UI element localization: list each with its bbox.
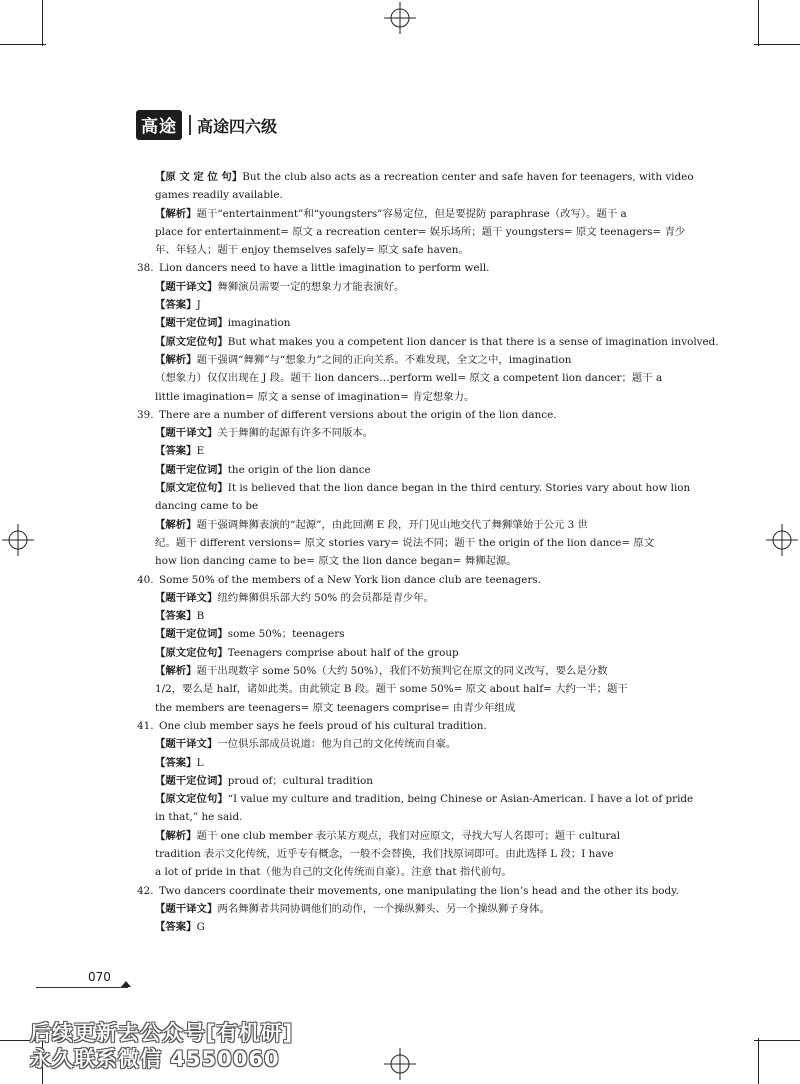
analysis-text-cont: little imagination= 原文 a sense of imagination= 肯定想象力。 bbox=[155, 390, 475, 403]
intro-block bbox=[137, 168, 694, 259]
keyword-text: proud of；cultural tradition bbox=[227, 774, 373, 787]
keyword-text: some 50%；teenagers bbox=[227, 628, 345, 641]
analysis-text: 题干出现数字 some 50%（大约 50%），我们不妨预判它在原文的同义改写，要么是分数 bbox=[196, 665, 608, 678]
translation-tag: 【题干译文】 bbox=[155, 591, 218, 604]
analysis-text-cont: place for entertainment= 原文 a recreation center= 娱乐场所；题干 youngsters= 原文 teenagers= 青少 bbox=[155, 225, 686, 238]
page-number: 070 bbox=[88, 970, 111, 984]
analysis-text-cont: 1/2，要么是 half，诸如此类。由此锁定 B 段。题干 some 50%= 原文 about half= 大约一半；题干 bbox=[155, 683, 628, 696]
keyword-text: imagination bbox=[227, 317, 291, 330]
crop-mark-bottom-right-h bbox=[754, 1040, 800, 1041]
series-title: 高途四六级 bbox=[197, 116, 278, 136]
analysis-text: 题干“entertainment”和“youngsters”容易定位，但是要提防 paraphrase（改写）。题干 a bbox=[196, 207, 627, 220]
original-location-tag: 【原文定位句】 bbox=[155, 482, 228, 495]
analysis-text: 题干 one club member 表示某方观点，我们对应原文，寻找大写人名即可；题干 cultural bbox=[196, 829, 621, 842]
keyword-tag: 【题干定位词】 bbox=[155, 774, 228, 787]
crop-mark-top-left-h bbox=[0, 44, 46, 45]
question-item bbox=[137, 882, 679, 937]
original-location-tag: 【原文定位句】 bbox=[155, 335, 228, 348]
crop-mark-top-right-v bbox=[758, 0, 759, 46]
analysis-tag: 【解析】 bbox=[155, 518, 197, 531]
translation-text: 两名舞狮者共同协调他们的动作，一个操纵狮头、另一个操纵狮子身体。 bbox=[217, 902, 550, 915]
analysis-text-cont: tradition 表示文化传统，近乎专有概念，一般不会替换，我们找原词即可。由此选择 L 段；I have bbox=[155, 847, 614, 860]
analysis-text-cont: 年、年轻人；题干 enjoy themselves safely= 原文 safe haven。 bbox=[155, 244, 469, 257]
translation-tag: 【题干译文】 bbox=[155, 280, 218, 293]
answer-value: E bbox=[196, 445, 205, 458]
answer-value: J bbox=[196, 299, 201, 312]
question-item bbox=[137, 406, 691, 571]
question-item bbox=[137, 259, 719, 405]
crop-mark-top-right-h bbox=[754, 44, 800, 45]
translation-tag: 【题干译文】 bbox=[155, 427, 218, 440]
question-item bbox=[137, 571, 669, 717]
keyword-text: the origin of the lion dance bbox=[227, 463, 371, 476]
analysis-text-cont: （想象力）仅仅出现在 J 段。题干 lion dancers…perform well= 原文 a competent lion dancer；题干 a bbox=[155, 372, 663, 385]
answer-tag: 【答案】 bbox=[155, 921, 197, 934]
page-header bbox=[136, 110, 277, 140]
original-location-tag: 【原 文 定 位 句】 bbox=[155, 171, 243, 183]
registration-mark-right bbox=[766, 524, 798, 556]
translation-text: 纽约舞狮俱乐部大约 50% 的会员都是青少年。 bbox=[217, 591, 435, 604]
question-number: 39. bbox=[137, 408, 154, 421]
original-location-tag: 【原文定位句】 bbox=[155, 646, 228, 659]
watermark-line-1: 后续更新去公众号[有机研] bbox=[30, 1021, 294, 1045]
analysis-text-cont: the members are teenagers= 原文 teenagers comprise= 由青少年组成 bbox=[155, 701, 516, 714]
footer-triangle-icon bbox=[121, 981, 131, 987]
registration-mark-left bbox=[2, 524, 34, 556]
crop-mark-top-left-v bbox=[42, 0, 43, 46]
answer-tag: 【答案】 bbox=[155, 445, 197, 458]
analysis-text-cont: how lion dancing came to be= 原文 the lion dance began= 舞狮起源。 bbox=[155, 555, 517, 568]
analysis-tag: 【解析】 bbox=[155, 665, 197, 678]
answer-tag: 【答案】 bbox=[155, 610, 197, 623]
original-location-text: “I value my culture and tradition, being Chinese or Asian-American. I have a lot of pride bbox=[227, 793, 694, 806]
analysis-tag: 【解析】 bbox=[155, 353, 197, 366]
answer-analysis-body bbox=[137, 168, 719, 936]
question-number: 40. bbox=[137, 573, 154, 586]
analysis-text-cont: a lot of pride in that（他为自己的文化传统而自豪）。注意 that 指代前句。 bbox=[155, 866, 512, 879]
analysis-text: 题干强调舞狮表演的“起源”，由此回溯 E 段，开门见山地交代了舞狮肇始于公元 3 世 bbox=[196, 518, 588, 531]
keyword-tag: 【题干定位词】 bbox=[155, 463, 228, 476]
translation-tag: 【题干译文】 bbox=[155, 902, 218, 915]
original-location-tag: 【原文定位句】 bbox=[155, 793, 228, 806]
analysis-tag: 【解析】 bbox=[155, 207, 197, 220]
analysis-text-cont: 纪。题干 different versions= 原文 stories vary= 说法不同；题干 the origin of the lion dance= 原文 bbox=[155, 536, 655, 549]
question-stem: Two dancers coordinate their movements, one manipulating the lion’s head and the other its body. bbox=[159, 884, 679, 897]
translation-text: 一位俱乐部成员说道：他为自己的文化传统而自豪。 bbox=[217, 738, 457, 751]
header-divider bbox=[189, 115, 191, 135]
analysis-text: 题干强调“舞狮”与“想象力”之间的正向关系。不难发现，全文之中，imagination bbox=[196, 353, 572, 366]
question-stem: Lion dancers need to have a little imagination to perform well. bbox=[159, 262, 490, 275]
translation-text: 舞狮演员需要一定的想象力才能表演好。 bbox=[217, 280, 405, 293]
question-number: 38. bbox=[137, 262, 154, 275]
brand-logo: 高途 bbox=[136, 110, 182, 140]
original-location-text: It is believed that the lion dance began in the third century. Stories vary about how lion bbox=[227, 482, 691, 495]
keyword-tag: 【题干定位词】 bbox=[155, 317, 228, 330]
original-location-text: But the club also acts as a recreation center and safe haven for teenagers, with video bbox=[242, 171, 694, 183]
registration-mark-top bbox=[384, 2, 416, 34]
question-item bbox=[137, 717, 694, 882]
footer-rule bbox=[36, 987, 128, 988]
answer-value: G bbox=[196, 921, 205, 934]
original-location-text-cont: in that,” he said. bbox=[155, 811, 243, 824]
watermark-line-2: 永久联系微信 4550060 bbox=[30, 1047, 280, 1071]
registration-mark-bottom bbox=[384, 1048, 416, 1080]
original-location-text: But what makes you a competent lion dancer is that there is a sense of imagination involved. bbox=[227, 335, 719, 348]
answer-value: B bbox=[196, 610, 205, 623]
original-location-text-cont: dancing came to be bbox=[155, 500, 259, 513]
answer-tag: 【答案】 bbox=[155, 756, 197, 769]
question-stem: One club member says he feels proud of his cultural tradition. bbox=[159, 719, 487, 732]
question-number: 42. bbox=[137, 884, 154, 897]
translation-text: 关于舞狮的起源有许多不同版本。 bbox=[217, 427, 374, 440]
question-stem: Some 50% of the members of a New York lion dance club are teenagers. bbox=[159, 573, 542, 586]
translation-tag: 【题干译文】 bbox=[155, 738, 218, 751]
original-location-text-cont: games readily available. bbox=[155, 189, 283, 202]
original-location-text: Teenagers comprise about half of the group bbox=[227, 646, 459, 659]
question-stem: There are a number of different versions about the origin of the lion dance. bbox=[159, 408, 557, 421]
analysis-tag: 【解析】 bbox=[155, 829, 197, 842]
crop-mark-bottom-right-v bbox=[758, 1038, 759, 1084]
question-number: 41. bbox=[137, 719, 154, 732]
answer-tag: 【答案】 bbox=[155, 299, 197, 312]
keyword-tag: 【题干定位词】 bbox=[155, 628, 228, 641]
answer-value: L bbox=[196, 756, 204, 769]
